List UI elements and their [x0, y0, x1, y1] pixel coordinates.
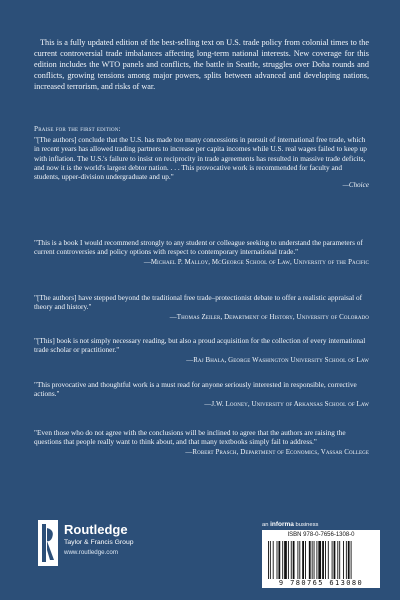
- routledge-logo: [38, 520, 188, 570]
- quote-zeiler: [34, 293, 369, 322]
- quote-attribution: —Choice: [342, 181, 369, 189]
- quote-text: "[This] book is not simply necessary reading, but also a proud acquisition for the collection of every international trade scholar or practitioner.": [34, 336, 366, 355]
- routledge-mark-icon: [38, 520, 58, 566]
- barcode-bars-icon: [268, 541, 374, 579]
- quote-text: "[The authors] have stepped beyond the traditional free trade–protectionist debate to offer a realistic appraisal of theory and history.": [34, 293, 363, 312]
- barcode-bar: [328, 541, 329, 579]
- quote-attribution: —Raj Bhala, George Washington University School of Law: [186, 356, 369, 364]
- barcode-bar: [278, 541, 280, 579]
- informa-brand: informa: [270, 521, 294, 528]
- barcode-bar: [346, 541, 347, 579]
- quote-text: "This is a book I would recommend strongly to any student or colleague seeking to understand the parameters of current controversies and policy options with respect to contemporary international trade.": [34, 238, 363, 257]
- barcode-digits: 9 780765 613080: [278, 579, 364, 587]
- barcode-bar: [334, 541, 336, 579]
- barcode-bar: [273, 541, 274, 579]
- barcode-bar: [288, 541, 289, 579]
- barcode-bar: [270, 541, 271, 579]
- barcode-bar: [322, 541, 324, 579]
- barcode-bar: [316, 541, 317, 579]
- barcode-bar: [309, 541, 311, 579]
- barcode-bar: [282, 541, 283, 579]
- quote-prasch: [34, 428, 369, 457]
- barcode-bar: [343, 541, 344, 579]
- quote-text: "This provocative and thoughtful work is a must read for anyone seriously interested in responsible, corrective actions.": [34, 380, 357, 399]
- quote-text: "Even those who do not agree with the conclusions will be inclined to agree that the authors are raising the questions that people really want to think about, and that many textbooks simply fail to address.": [34, 428, 346, 447]
- quote-text: "[The authors] conclude that the U.S. has made too many concessions in pursuit of international free trade, which in recent years has allowed trading partners to increase per capita incomes while U.S. real wages failed to keep up with inflation. The U.S.'s failure to insist on reciprocity in trade agreements has resulted in massive trade deficits, and now it is the world's largest debtor nation. . . . This provocative work is recommended for faculty and students, upper-division undergraduate and up.": [34, 135, 367, 182]
- barcode-bar: [351, 541, 352, 579]
- informa-tagline: [262, 521, 318, 528]
- barcode-bar: [299, 541, 300, 579]
- publisher-name: Routledge: [64, 522, 128, 537]
- barcode-bar: [302, 541, 304, 579]
- barcode-bar: [339, 541, 340, 579]
- intro-paragraph: This is a fully updated edition of the best-selling text on U.S. trade policy from colonial times to the current controversial trade imbalances affecting long-term national interests. New coverage for this edition includes the WTO panels and conflicts, the battle in Seattle, struggles over Doha rounds and conflicts, growing tensions among major powers, splits between advanced and developing nations, increased terrorism, and risks of war.: [34, 38, 369, 91]
- barcode-bar: [325, 541, 326, 579]
- quote-attribution: —J.W. Looney, University of Arkansas School of Law: [204, 400, 369, 408]
- barcode-bar: [337, 541, 338, 579]
- barcode-bar: [284, 541, 287, 579]
- barcode-bar: [312, 541, 313, 579]
- informa-prefix: an: [262, 522, 269, 528]
- publisher-group: Taylor & Francis Group: [64, 539, 134, 546]
- quote-bhala: [34, 336, 369, 365]
- barcode-bar: [332, 541, 333, 579]
- isbn-text: ISBN 978-0-7656-1308-0: [287, 532, 355, 538]
- barcode-bar: [277, 541, 278, 579]
- barcode-bar: [348, 541, 350, 579]
- barcode: [262, 530, 380, 588]
- barcode-bar: [268, 541, 269, 579]
- barcode-bar: [297, 541, 298, 579]
- quote-attribution: —Michael P. Malloy, McGeorge School of Law, University of the Pacific: [143, 258, 369, 266]
- quote-malloy: [34, 238, 369, 267]
- barcode-bar: [293, 541, 295, 579]
- praise-heading: Praise for the first edition:: [34, 125, 121, 133]
- quote-attribution: —Thomas Zeiler, Department of History, University of Colorado: [169, 313, 369, 321]
- barcode-bar: [314, 541, 315, 579]
- barcode-bar: [291, 541, 292, 579]
- barcode-bar: [318, 541, 321, 579]
- barcode-bar: [305, 541, 306, 579]
- informa-suffix: business: [295, 522, 319, 528]
- quote-looney: [34, 380, 369, 409]
- quote-attribution: —Robert Prasch, Department of Economics, Vassar College: [185, 448, 369, 456]
- publisher-url: www.routledge.com: [64, 549, 118, 556]
- quote-choice: [34, 135, 369, 190]
